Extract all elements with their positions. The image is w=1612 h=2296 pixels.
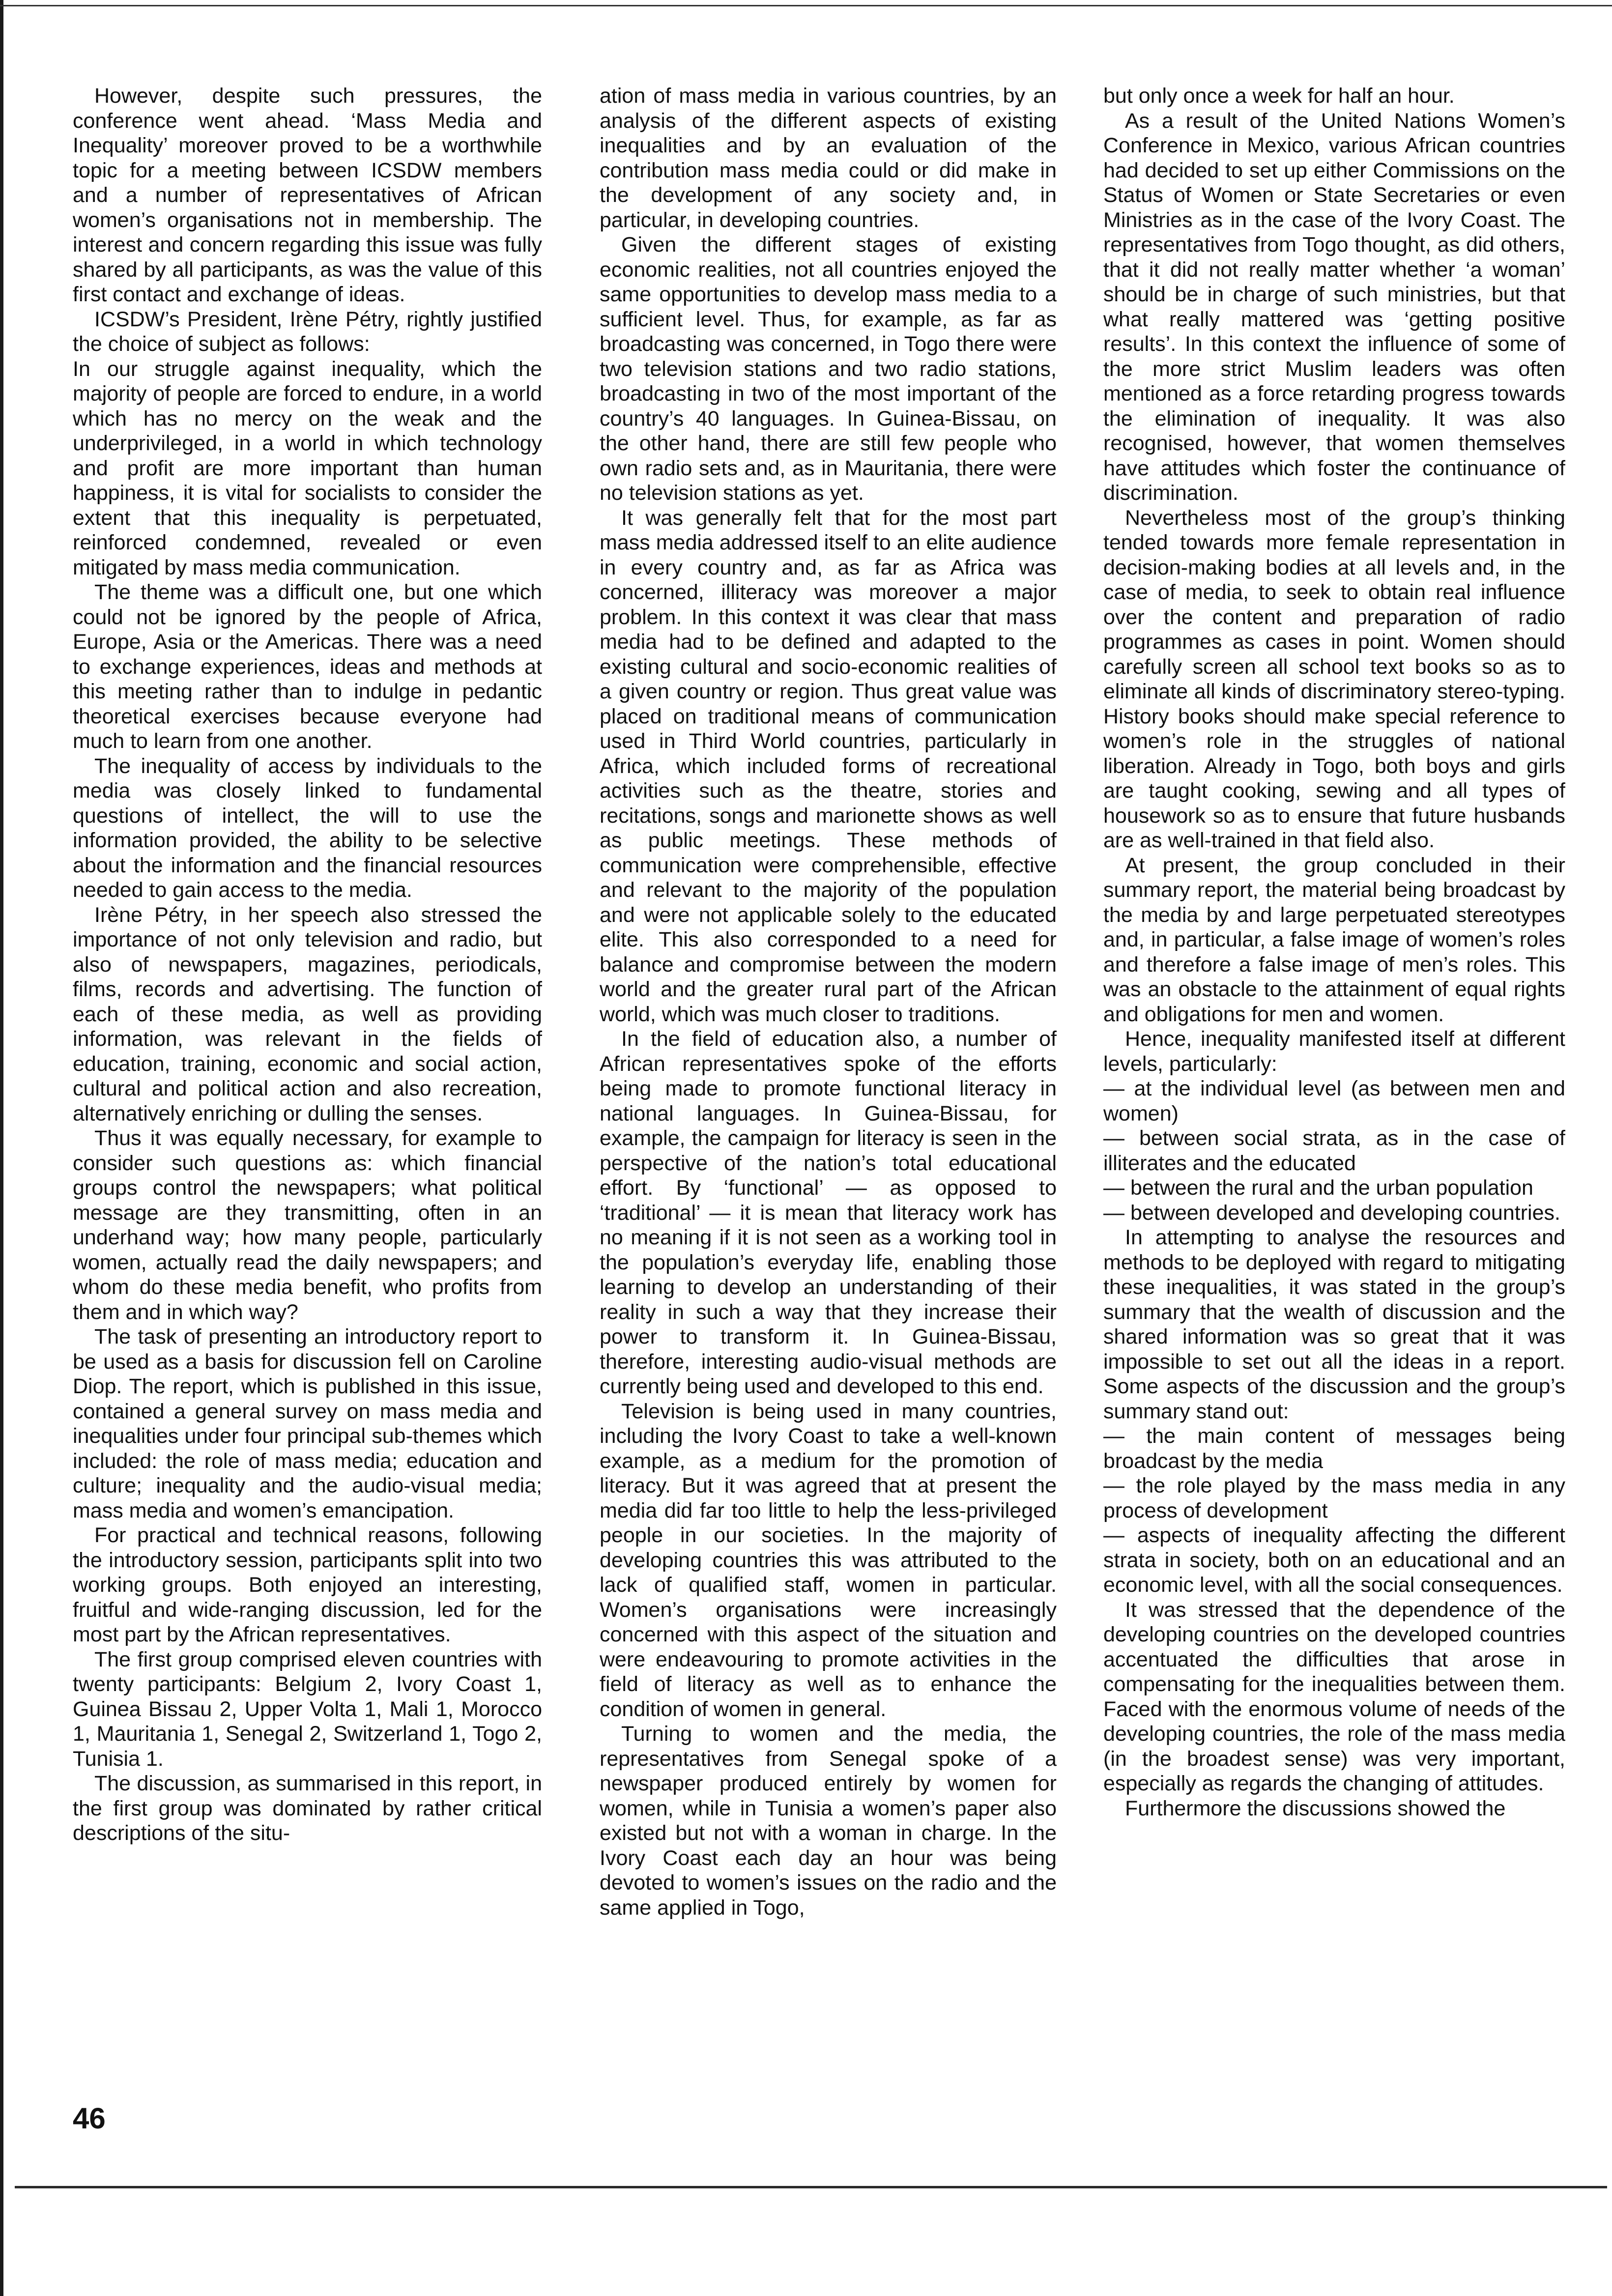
- article-paragraph: In the field of education also, a number of African representatives spoke of the efforts being made to promote functional literacy in national languages. In Guinea-Bissau, for example, the campaign for literacy is seen in the perspective of the nation’s total educational effort. By ‘functional’ — as opposed to ‘traditional’ — it is mean that literacy work has no meaning if it is not seen as a working tool in the population’s everyday life, enabling those learning to develop an understanding of their reality in such a way that they increase their power to transform it. In Guinea-Bissau, therefore, interesting audio-visual methods are currently being used and developed to this end.: [600, 1027, 1057, 1398]
- article-paragraph: The theme was a difficult one, but one which could not be ignored by the people of Africa, Europe, Asia or the Americas. There was a need to exchange experiences, ideas and methods at this meeting rather than to indulge in pedantic theoretical exercises because everyone had much to learn from one another.: [73, 580, 542, 753]
- article-paragraph: The inequality of access by individuals to the media was closely linked to fundamental questions of intellect, the will to use the information provided, the ability to be selective about the information and the financial resources needed to gain access to the media.: [73, 754, 542, 902]
- article-paragraph: Nevertheless most of the group’s thinking tended towards more female representation in decision-making bodies at all levels and, in the case of media, to seek to obtain real influence over the content and preparation of radio programmes as cases in point. Women should carefully screen all school text books so as to eliminate all kinds of discriminatory stereo-typing. History books should make special reference to women’s role in the struggles of national liberation. Already in Togo, both boys and girls are taught cooking, sewing and all types of housework so as to ensure that future husbands are as well-trained in that field also.: [1103, 506, 1565, 852]
- dash-list-item: — at the individual level (as between men and women): [1103, 1077, 1565, 1125]
- dash-list-item: — the role played by the mass media in any process of development: [1103, 1474, 1565, 1522]
- article-column-2: [600, 84, 1057, 2079]
- dash-list-item: — between social strata, as in the case of illiterates and the educated: [1103, 1126, 1565, 1175]
- bottom-rule: [15, 2186, 1607, 2188]
- article-paragraph: Thus it was equally necessary, for example to consider such questions as: which financial groups control the newspapers; what political message are they transmitting, often in an underhand way; how many people, particularly women, actually read the daily newspapers; and whom do these media benefit, who profits from them and in which way?: [73, 1126, 542, 1324]
- article-paragraph: However, despite such pressures, the conference went ahead. ‘Mass Media and Inequality’ moreover proved to be a worthwhile topic for a meeting between ICSDW members and a number of representatives of African women’s organisations not in membership. The interest and concern regarding this issue was fully shared by all participants, as was the value of this first contact and exchange of ideas.: [73, 84, 542, 306]
- dash-list-item: — the main content of messages being broadcast by the media: [1103, 1424, 1565, 1473]
- article-paragraph: For practical and technical reasons, following the introductory session, participants split into two working groups. Both enjoyed an interesting, fruitful and wide-ranging discussion, led for the most part by the African representatives.: [73, 1523, 542, 1646]
- article-paragraph: As a result of the United Nations Women’s Conference in Mexico, various African countries had decided to set up either Commissions on the Status of Women or State Secretaries or even Ministries as in the case of the Ivory Coast. The representatives from Togo thought, as did others, that it did not really matter whether ‘a woman’ should be in charge of such ministries, but that what really mattered was ‘getting positive results’. In this context the influence of some of the more strict Muslim leaders was often mentioned as a force retarding progress towards the elimination of inequality. It was also recognised, however, that women themselves have attitudes which foster the continuance of discrimination.: [1103, 109, 1565, 505]
- article-paragraph: Given the different stages of existing economic realities, not all countries enjoyed the same opportunities to develop mass media to a sufficient level. Thus, for example, as far as broadcasting was concerned, in Togo there were two television stations and two radio stations, broadcasting in two of the most important of the country’s 40 languages. In Guinea-Bissau, on the other hand, there are still few people who own radio sets and, as in Mauritania, there were no television stations as yet.: [600, 233, 1057, 505]
- article-column-3: [1103, 84, 1565, 2079]
- article-paragraph: In our struggle against inequality, which the majority of people are forced to endure, in a world which has no mercy on the weak and the underprivileged, in a world in which technology and profit are more important than human happiness, it is vital for socialists to consider the extent that this inequality is perpetuated, reinforced condemned, revealed or even mitigated by mass media communication.: [73, 357, 542, 579]
- article-paragraph: ation of mass media in various countries, by an analysis of the different aspects of existing inequalities and by an evaluation of the contribution mass media could or did make in the development of any society and, in particular, in developing countries.: [600, 84, 1057, 232]
- article-paragraph: Irène Pétry, in her speech also stressed the importance of not only television and radio, but also of newspapers, magazines, periodicals, films, records and advertising. The function of each of these media, as well as providing information, was relevant in the fields of education, training, economic and social action, cultural and political action and also recreation, alternatively enriching or dulling the senses.: [73, 903, 542, 1125]
- dash-list-item: — between the rural and the urban population: [1103, 1176, 1533, 1200]
- article-paragraph: ICSDW’s President, Irène Pétry, rightly justified the choice of subject as follows:: [73, 307, 542, 356]
- article-paragraph: At present, the group concluded in their summary report, the material being broadcast by the media by and large perpetuated stereotypes and, in particular, a false image of women’s roles and therefore a false image of men’s roles. This was an obstacle to the attainment of equal rights and obligations for men and women.: [1103, 853, 1565, 1026]
- article-paragraph: Television is being used in many countries, including the Ivory Coast to take a well-known example, as a medium for the promotion of literacy. But it was agreed that at present the media did far too little to help the less-privileged people in our societies. In the majority of developing countries this was attributed to the lack of qualified staff, women in particular. Women’s organisations were increasingly concerned with this aspect of the situation and were endeavouring to promote activities in the field of literacy as well as to enhance the condition of women in general.: [600, 1399, 1057, 1721]
- page-number: 46: [73, 2102, 106, 2135]
- article-paragraph: The task of presenting an introductory report to be used as a basis for discussion fell on Caroline Diop. The report, which is published in this issue, contained a general survey on mass media and inequalities under four principal sub-themes which included: the role of mass media; education and culture; inequality and the audio-visual media; mass media and women’s emancipation.: [73, 1325, 542, 1522]
- article-paragraph: It was stressed that the dependence of the developing countries on the developed countries accentuated the difficulties that arose in compensating for the inequalities between them. Faced with the enormous volume of needs of the developing countries, the role of the mass media (in the broadest sense) was very important, especially as regards the changing of attitudes.: [1103, 1598, 1565, 1795]
- top-rule: [0, 5, 1612, 6]
- article-column-1: [73, 84, 542, 2079]
- article-paragraph: The first group comprised eleven countries with twenty participants: Belgium 2, Ivory Coast 1, Guinea Bissau 2, Upper Volta 1, Mali 1, Morocco 1, Mauritania 1, Senegal 2, Switzerland 1, Togo 2, Tunisia 1.: [73, 1647, 542, 1771]
- article-paragraph: It was generally felt that for the most part mass media addressed itself to an elite audience in every country and, as far as Africa was concerned, illiteracy was moreover a major problem. In this context it was clear that mass media had to be defined and adapted to the existing cultural and socio-economic realities of a given country or region. Thus great value was placed on traditional means of communication used in Third World countries, particularly in Africa, which included forms of recreational activities such as the theatre, stories and recitations, songs and marionette shows as well as public meetings. These methods of communication were comprehensible, effective and relevant to the majority of the population and were not applicable solely to the educated elite. This also corresponded to a need for balance and compromise between the modern world and the greater rural part of the African world, which was much closer to traditions.: [600, 506, 1057, 1026]
- article-paragraph: Hence, inequality manifested itself at different levels, particularly:: [1103, 1027, 1565, 1076]
- article-paragraph: Furthermore the discussions showed the: [1125, 1796, 1506, 1820]
- article-paragraph: Turning to women and the media, the representatives from Senegal spoke of a newspaper produced entirely by women for women, while in Tunisia a women’s paper also existed but not with a woman in charge. In the Ivory Coast each day an hour was being devoted to women’s issues on the radio and the same applied in Togo,: [600, 1722, 1057, 1920]
- dash-list-item: — aspects of inequality affecting the different strata in society, both on an educational and an economic level, with all the social consequences.: [1103, 1523, 1565, 1597]
- article-paragraph: In attempting to analyse the resources and methods to be deployed with regard to mitigating these inequalities, it was stated in the group’s summary that the wealth of discussion and the shared information was so great that it was impossible to set out all the ideas in a report. Some aspects of the discussion and the group’s summary stand out:: [1103, 1226, 1565, 1423]
- article-paragraph: but only once a week for half an hour.: [1103, 84, 1455, 108]
- article-paragraph: The discussion, as summarised in this report, in the first group was dominated by rather critical descriptions of the situ-: [73, 1772, 542, 1845]
- dash-list-item: — between developed and developing countries.: [1103, 1201, 1560, 1225]
- page-left-border: [0, 0, 3, 2296]
